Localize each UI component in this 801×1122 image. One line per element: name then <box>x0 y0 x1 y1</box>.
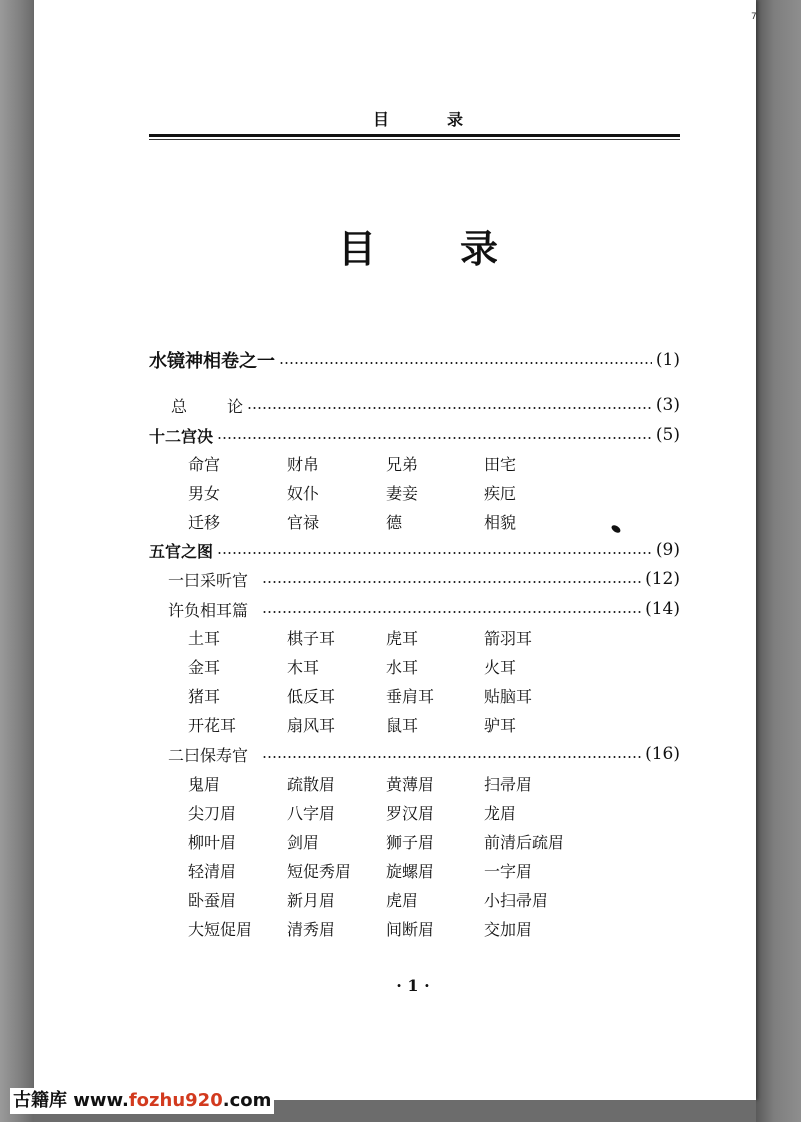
toc-entry-label: 五官之图 <box>149 541 214 561</box>
list-item: 水耳 <box>386 658 419 677</box>
list-item: 前清后疏眉 <box>484 833 565 852</box>
list-item: 相貌 <box>484 513 517 532</box>
gong-row-1 <box>188 452 588 476</box>
list-item: 虎眉 <box>386 891 419 910</box>
list-item: 疏散眉 <box>287 775 336 794</box>
toc-leader-dots <box>262 611 641 613</box>
header-rule-thick <box>149 134 680 137</box>
list-item: 卧蚕眉 <box>188 891 237 910</box>
header-rule-thin <box>149 139 680 140</box>
list-item: 短促秀眉 <box>287 862 352 881</box>
list-item: 柳叶眉 <box>188 833 237 852</box>
list-item: 罗汉眉 <box>386 804 435 823</box>
page-title-char-2: 录 <box>459 226 498 271</box>
list-item: 开花耳 <box>188 716 237 735</box>
ear-row-3 <box>188 684 588 708</box>
list-item: 龙眉 <box>484 804 517 823</box>
running-header <box>373 107 463 127</box>
list-item: 虎耳 <box>386 629 419 648</box>
toc-entry-label: 水镜神相卷之一 <box>149 351 275 372</box>
page-title-char-1: 目 <box>338 226 377 271</box>
list-item: 大短促眉 <box>188 920 253 939</box>
list-item: 黄薄眉 <box>386 775 435 794</box>
running-header-char-1: 目 <box>373 110 390 129</box>
ear-row-2 <box>188 655 588 679</box>
list-item: 驴耳 <box>484 716 517 735</box>
list-item: 鬼眉 <box>188 775 221 794</box>
toc-entry-page: (3) <box>655 395 680 415</box>
toc-entry-page: (12) <box>645 569 680 589</box>
toc-leader-dots <box>217 437 652 439</box>
toc-entry-page: (14) <box>645 599 680 619</box>
list-item: 剑眉 <box>287 833 320 852</box>
list-item: 旋螺眉 <box>386 862 435 881</box>
gong-row-3 <box>188 510 588 534</box>
toc-entry-label: 一曰采听官 <box>168 570 249 590</box>
list-item: 命宫 <box>188 455 221 474</box>
toc-entry-label: 十二宫决 <box>149 426 214 446</box>
toc-entry-label: 二曰保寿官 <box>168 745 249 765</box>
toc-entry-wuguan[interactable] <box>149 538 680 562</box>
list-item: 八字眉 <box>287 804 336 823</box>
list-item: 轻清眉 <box>188 862 237 881</box>
gong-row-2 <box>188 481 588 505</box>
toc-entry-caiting[interactable] <box>168 567 680 591</box>
toc-leader-dots <box>279 362 652 364</box>
page-number: · 1 · <box>396 976 430 995</box>
brow-row-6 <box>188 917 608 941</box>
list-item: 尖刀眉 <box>188 804 237 823</box>
toc-entry-shiergong[interactable] <box>149 423 680 447</box>
page-title <box>338 218 498 271</box>
list-item: 垂肩耳 <box>386 687 435 706</box>
brow-row-1 <box>188 772 608 796</box>
watermark-prefix: 古籍库 www. <box>13 1090 129 1111</box>
list-item: 兄弟 <box>386 455 419 474</box>
list-item: 间断眉 <box>386 920 435 939</box>
list-item: 德 <box>386 513 403 532</box>
list-item: 扫帚眉 <box>484 775 533 794</box>
list-item: 田宅 <box>484 455 517 474</box>
list-item: 扇风耳 <box>287 716 336 735</box>
list-item: 低反耳 <box>287 687 336 706</box>
toc-entry-baoshou[interactable] <box>168 742 680 766</box>
toc-entry-label-a: 总 <box>171 396 188 416</box>
list-item: 清秀眉 <box>287 920 336 939</box>
toc-entry-page: (9) <box>655 540 680 560</box>
toc-entry-page: (16) <box>645 744 680 764</box>
toc-entry-label: 许负相耳篇 <box>168 600 249 620</box>
toc-entry-label-b: 论 <box>227 396 244 416</box>
list-item: 小扫帚眉 <box>484 891 549 910</box>
list-item: 交加眉 <box>484 920 533 939</box>
toc-entry-vol1[interactable] <box>149 348 680 372</box>
site-watermark <box>10 1088 274 1114</box>
list-item: 木耳 <box>287 658 320 677</box>
list-item: 官禄 <box>287 513 320 532</box>
toc-leader-dots <box>247 407 652 409</box>
list-item: 新月眉 <box>287 891 336 910</box>
toc-leader-dots <box>262 581 641 583</box>
list-item: 奴仆 <box>287 484 320 503</box>
toc-entry-page: (1) <box>655 350 680 370</box>
list-item: 贴脑耳 <box>484 687 533 706</box>
list-item: 棋子耳 <box>287 629 336 648</box>
list-item: 财帛 <box>287 455 320 474</box>
watermark-accent: fozhu920 <box>128 1090 223 1111</box>
list-item: 鼠耳 <box>386 716 419 735</box>
running-header-char-2: 录 <box>446 110 463 129</box>
list-item: 土耳 <box>188 629 221 648</box>
ear-row-1 <box>188 626 588 650</box>
brow-row-3 <box>188 830 608 854</box>
list-item: 狮子眉 <box>386 833 435 852</box>
list-item: 猪耳 <box>188 687 221 706</box>
list-item: 迁移 <box>188 513 221 532</box>
brow-row-4 <box>188 859 608 883</box>
list-item: 一字眉 <box>484 862 533 881</box>
toc-entry-xufu[interactable] <box>168 597 680 621</box>
list-item: 妻妾 <box>386 484 419 503</box>
watermark-suffix: .com <box>222 1090 272 1111</box>
toc-leader-dots <box>217 552 652 554</box>
page-corner-number: 7 <box>751 12 757 22</box>
viewer-background-right <box>756 0 801 1122</box>
brow-row-5 <box>188 888 608 912</box>
list-item: 金耳 <box>188 658 221 677</box>
viewer-background-left <box>0 0 34 1122</box>
list-item: 疾厄 <box>484 484 517 503</box>
list-item: 男女 <box>188 484 221 503</box>
toc-entry-page: (5) <box>655 425 680 445</box>
ear-row-4 <box>188 713 588 737</box>
toc-leader-dots <box>262 756 641 758</box>
list-item: 火耳 <box>484 658 517 677</box>
list-item: 箭羽耳 <box>484 629 533 648</box>
toc-entry-zonglun[interactable] <box>171 393 680 417</box>
brow-row-2 <box>188 801 608 825</box>
